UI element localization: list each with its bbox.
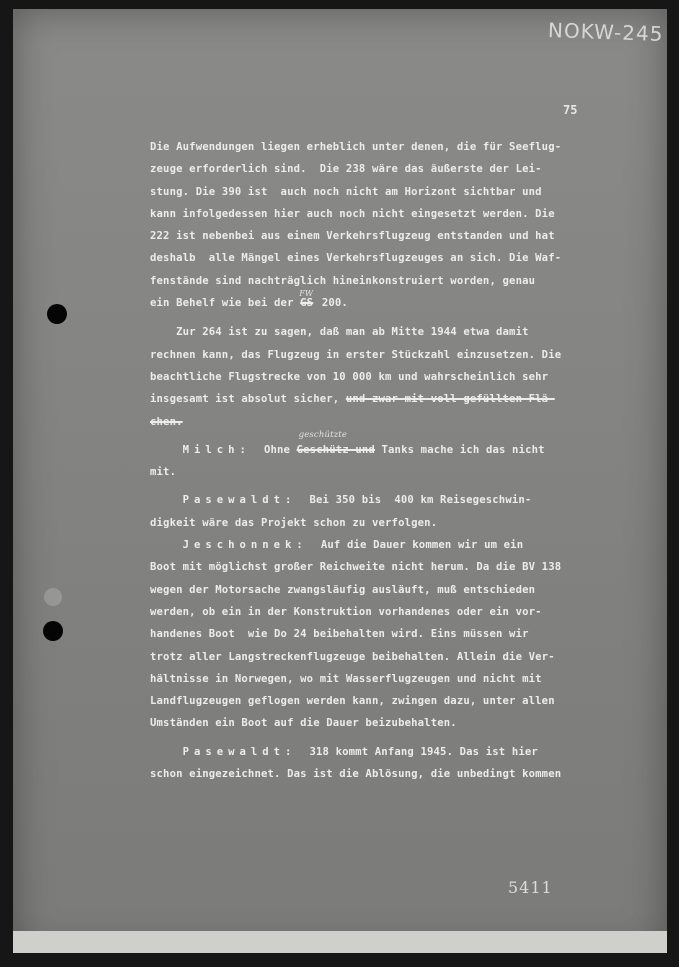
faint-punch-hole	[44, 588, 62, 606]
speaker-name: Pasewaldt:	[182, 494, 297, 507]
text-line: wegen der Motorsache zwangsläufig ausläuft, muß entschieden	[150, 583, 536, 596]
text-fragment: Auf die Dauer kommen wir um ein	[307, 539, 524, 552]
text-line: schon eingezeichnet. Das ist die Ablösung, die unbedingt kommen	[150, 768, 562, 781]
text-line	[150, 289, 620, 315]
paragraph-5	[150, 534, 620, 735]
document-stamp-number: 5411	[508, 878, 553, 897]
text-line: hältnisse in Norwegen, wo mit Wasserflugzeugen und nicht mit	[150, 672, 542, 685]
speaker-name: Milch:	[182, 443, 251, 456]
speaker-name: Jeschonnek:	[182, 539, 308, 552]
page-number: 75	[563, 103, 578, 117]
text-fragment: Zur 264 ist zu sagen, daß man ab Mitte 1944 etwa damit	[176, 326, 529, 339]
text-fragment: ein Behelf wie bei der	[150, 297, 301, 310]
text-line: zeuge erforderlich sind. Die 238 wäre das äußerste der Lei-	[150, 163, 542, 176]
text-fragment: 200.	[315, 297, 348, 310]
paragraph-1	[150, 136, 620, 315]
document-body	[150, 136, 620, 785]
handwritten-insert: geschützte	[298, 429, 348, 440]
text-line	[150, 741, 620, 763]
text-fragment: Bei 350 bis 400 km Reisegeschwin-	[296, 494, 532, 507]
sheet-bottom-edge	[13, 931, 667, 953]
text-line: Boot mit möglichst großer Reichweite nicht herum. Da die BV 138	[150, 561, 562, 574]
text-line: fenstände sind nachträglich hineinkonstruiert worden, genau	[150, 274, 536, 287]
punch-hole-lower	[43, 621, 63, 641]
text-line: beachtliche Flugstrecke von 10 000 km und wahrscheinlich sehr	[150, 370, 549, 383]
handwritten-insert: FW	[299, 289, 314, 299]
text-line: Umständen ein Boot auf die Dauer beizubehalten.	[150, 717, 457, 730]
struck-text: GS	[300, 297, 314, 310]
text-line: trotz aller Langstreckenflugzeuge beibehalten. Allein die Ver-	[150, 650, 555, 663]
text-line	[150, 321, 620, 343]
text-line	[150, 429, 620, 461]
text-line: stung. Die 390 ist auch noch nicht am Horizont sichtbar und	[150, 185, 542, 198]
text-line	[150, 388, 620, 410]
paragraph-3	[150, 429, 620, 484]
text-line	[150, 489, 620, 511]
speaker-name: Pasewaldt:	[182, 745, 297, 758]
text-line: deshalb alle Mängel eines Verkehrsflugzeuges an sich. Die Waf-	[150, 252, 562, 265]
text-line: Die Aufwendungen liegen erheblich unter denen, die für Seeflug-	[150, 141, 562, 153]
punch-hole-upper	[47, 304, 67, 324]
paragraph-4	[150, 489, 620, 534]
text-line	[150, 411, 620, 433]
struck-text: und zwar mit voll gefüllten Flä-	[345, 393, 555, 406]
paragraph-2	[150, 321, 620, 432]
archive-mark: NOKW-245	[547, 17, 664, 47]
text-line: 222 ist nebenbei aus einem Verkehrsflugzeug entstanden und hat	[150, 230, 555, 243]
text-line: werden, ob ein in der Konstruktion vorhandenes oder ein vor-	[150, 605, 542, 618]
text-fragment: Tanks mache ich das nicht	[374, 443, 545, 456]
text-line: Landflugzeugen geflogen werden kann, zwingen dazu, unter allen	[150, 695, 555, 708]
text-fragment: 318 kommt Anfang 1945. Das ist hier	[296, 745, 538, 758]
text-line: kann infolgedessen hier auch noch nicht eingesetzt werden. Die	[150, 207, 555, 220]
text-fragment: insgesamt ist absolut sicher,	[150, 393, 346, 406]
text-fragment: Ohne	[250, 443, 297, 456]
text-line: mit.	[150, 466, 177, 479]
struck-text: chen.	[150, 415, 183, 428]
text-line	[150, 534, 620, 556]
struck-text: Geschütz und	[296, 443, 375, 456]
text-line: digkeit wäre das Projekt schon zu verfolgen.	[150, 516, 438, 529]
text-line: rechnen kann, das Flugzeug in erster Stückzahl einzusetzen. Die	[150, 348, 562, 361]
text-line: handenes Boot wie Do 24 beibehalten wird. Eins müssen wir	[150, 628, 529, 641]
paragraph-6	[150, 741, 620, 786]
